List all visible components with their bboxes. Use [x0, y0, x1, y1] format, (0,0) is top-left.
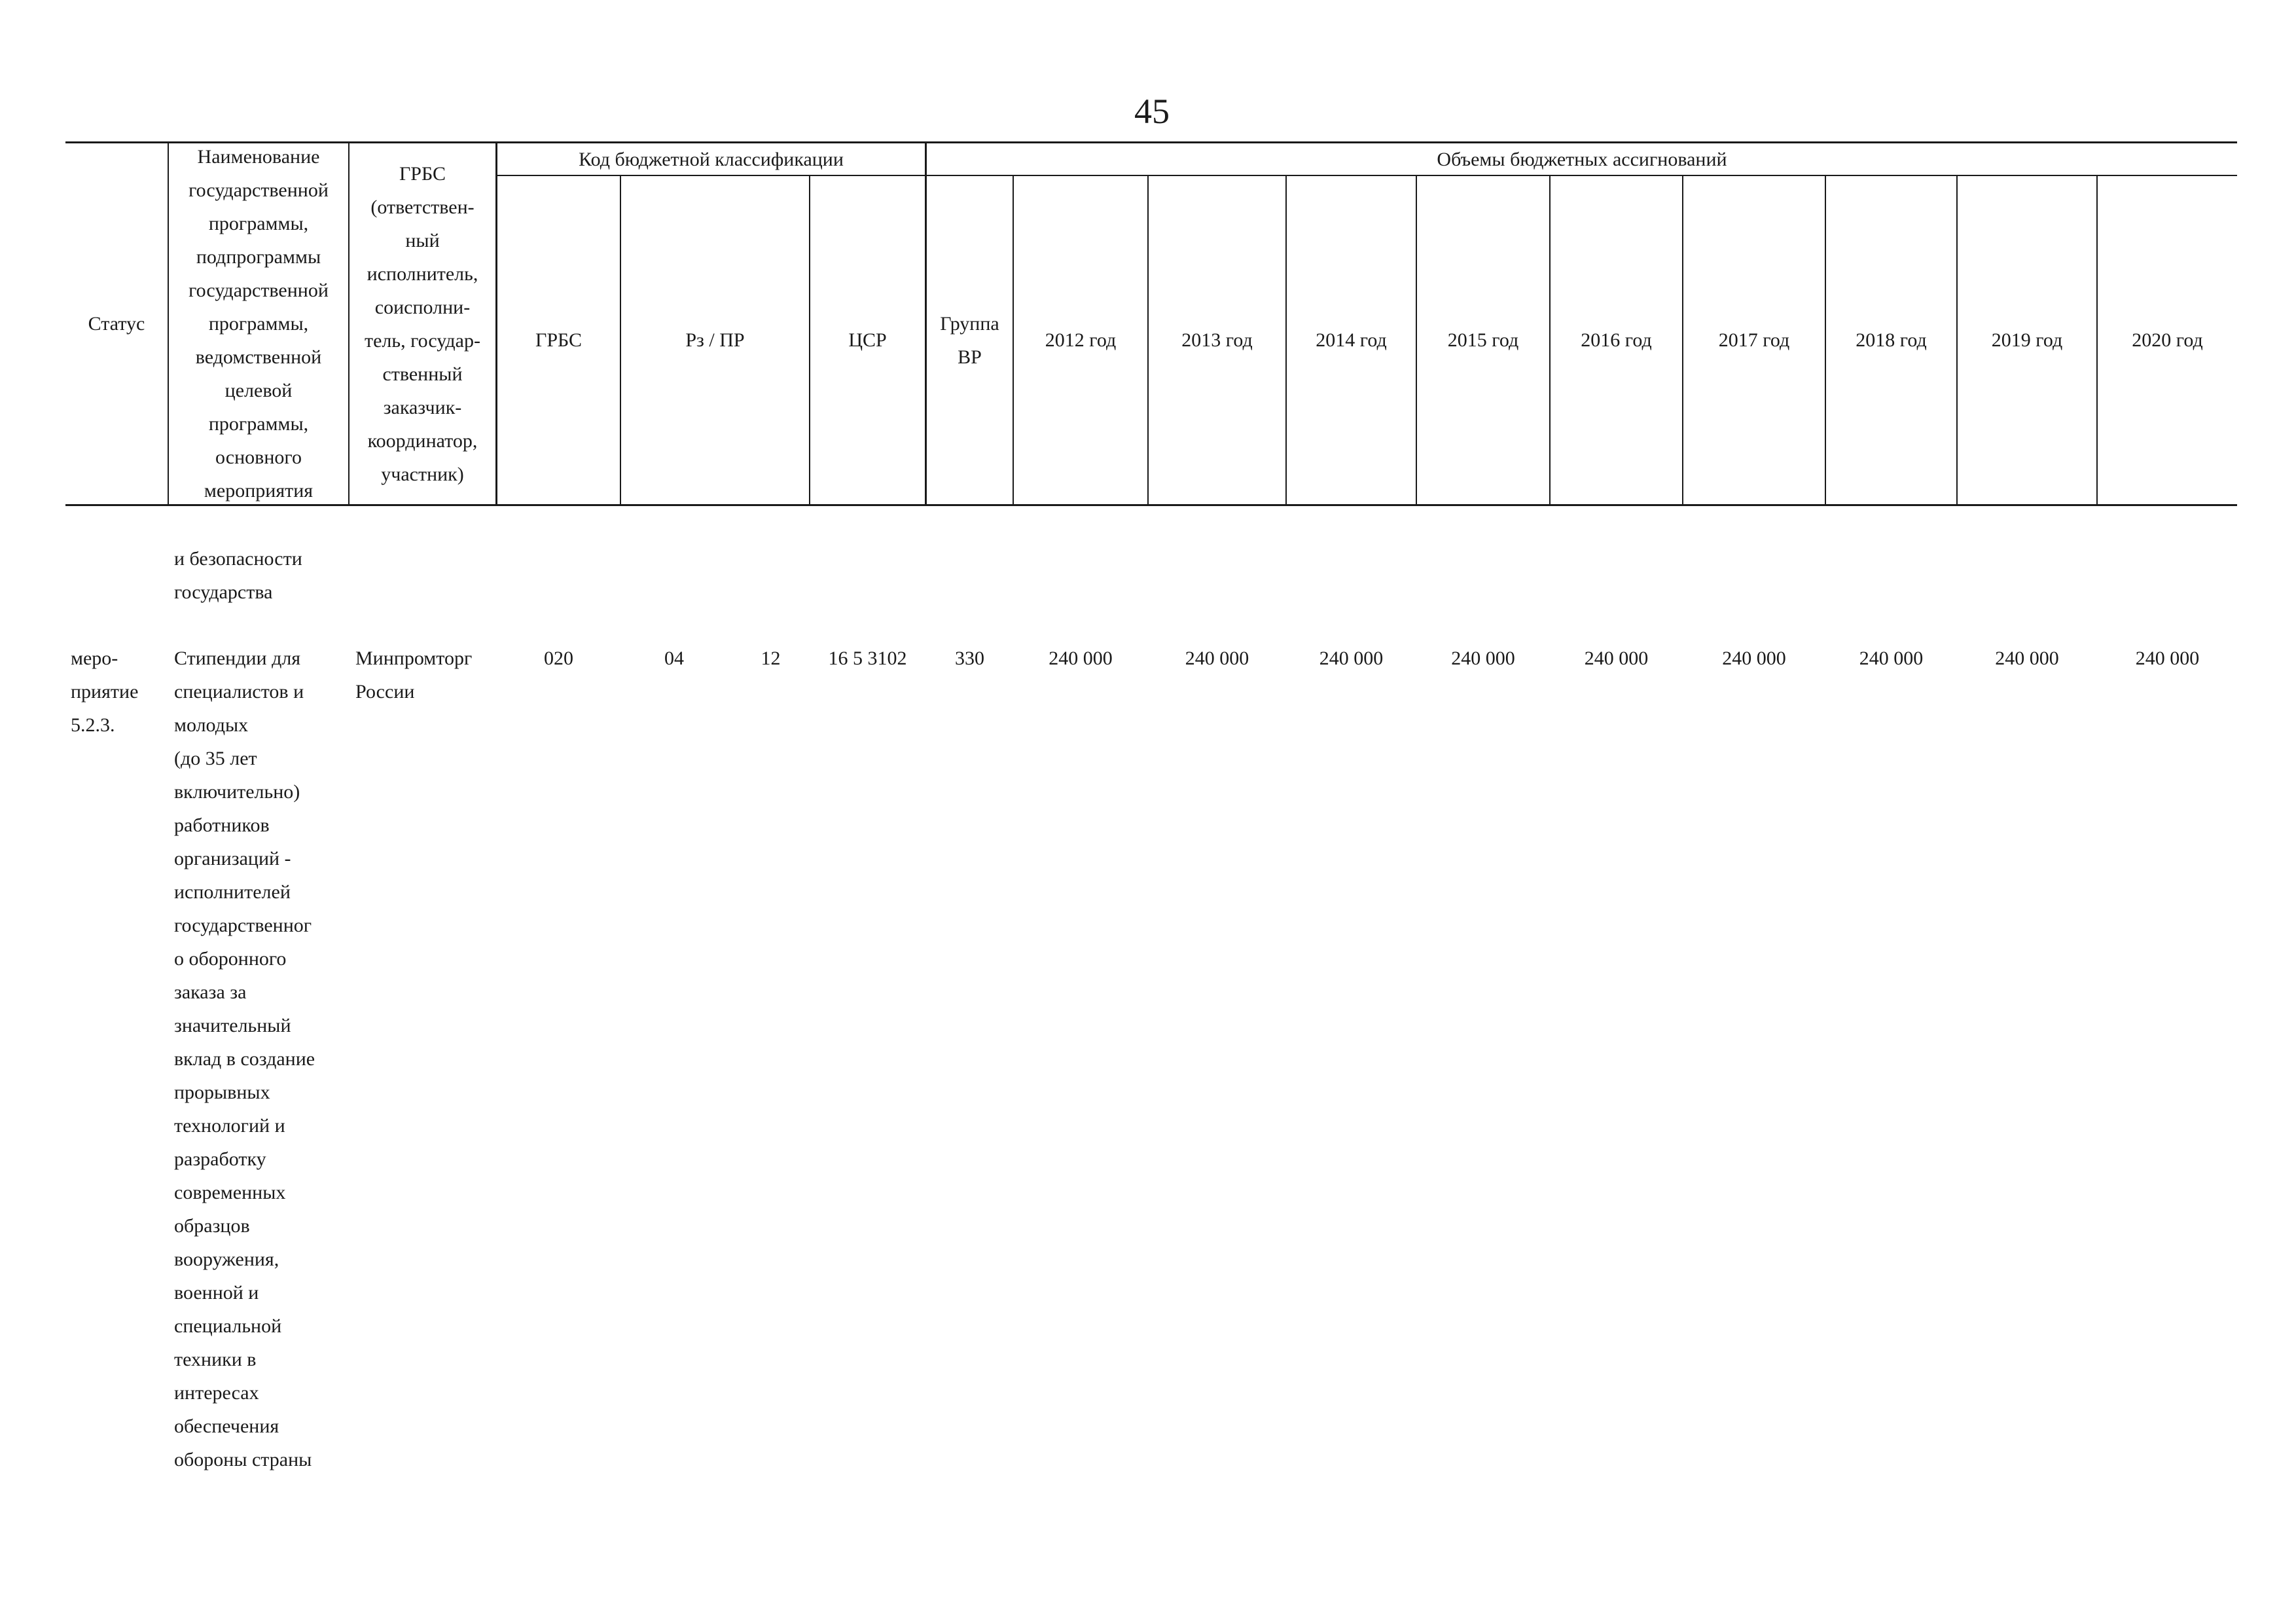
- row-value-2012: 240 000: [1049, 647, 1113, 669]
- header-rz-pr: Рз / ПР: [685, 329, 745, 351]
- header-year-2018: 2018 год: [1856, 329, 1927, 351]
- header-year-2014: 2014 год: [1316, 329, 1387, 351]
- row-value-2017: 240 000: [1722, 647, 1786, 669]
- header-budget-volume-group: Объемы бюджетных ассигнований: [1437, 148, 1727, 170]
- header-year-2020: 2020 год: [2132, 329, 2203, 351]
- header-year-2015: 2015 год: [1447, 329, 1519, 351]
- row-value-2014: 240 000: [1319, 647, 1384, 669]
- row-value-2019: 240 000: [1995, 647, 2059, 669]
- header-grbs: ГРБС: [535, 329, 583, 351]
- continuation-text: и безопасности государства: [174, 548, 302, 603]
- header-status: Статус: [88, 313, 145, 335]
- header-csr: ЦСР: [848, 329, 887, 351]
- row-value-2018: 240 000: [1859, 647, 1924, 669]
- header-year-2017: 2017 год: [1718, 329, 1790, 351]
- header-budget-code-group: Код бюджетной классификации: [579, 148, 844, 170]
- header-vr-group: Группа ВР: [940, 312, 999, 368]
- page-number: 45: [1134, 92, 1170, 131]
- header-year-2013: 2013 год: [1181, 329, 1253, 351]
- header-year-2019: 2019 год: [1991, 329, 2063, 351]
- table-header-bottom-rule: [65, 504, 2237, 506]
- header-year-2016: 2016 год: [1581, 329, 1652, 351]
- row-value-2015: 240 000: [1451, 647, 1515, 669]
- header-program-name: Наименование государственной программы, подпрограммы государственной программы, ведомственной целевой программы, основного мероприятия: [188, 146, 329, 501]
- row-executor: Минпромторг России: [355, 647, 473, 702]
- row-csr: 16 5 3102: [828, 647, 907, 669]
- row-program-name: Стипендии для специалистов и молодых (до 35 лет включительно) работников организаций - исполнителей государственног о оборонного заказа за значительный вклад в создание прорывных технологий и разработку современных образцов вооружения, военной и специальной техники в интересах обеспечения обороны страны: [174, 647, 315, 1470]
- row-grbs: 020: [544, 647, 573, 669]
- row-status: меро- приятие 5.2.3.: [71, 647, 139, 736]
- header-year-2012: 2012 год: [1045, 329, 1117, 351]
- row-pr: 12: [761, 647, 781, 669]
- header-grbs-executor: ГРБС (ответствен- ный исполнитель, соисполни- тель, государ- ственный заказчик- координатор, участник): [365, 162, 480, 485]
- row-rz: 04: [664, 647, 684, 669]
- row-value-2020: 240 000: [2135, 647, 2200, 669]
- row-value-2013: 240 000: [1185, 647, 1249, 669]
- row-vr: 330: [955, 647, 984, 669]
- row-value-2016: 240 000: [1584, 647, 1649, 669]
